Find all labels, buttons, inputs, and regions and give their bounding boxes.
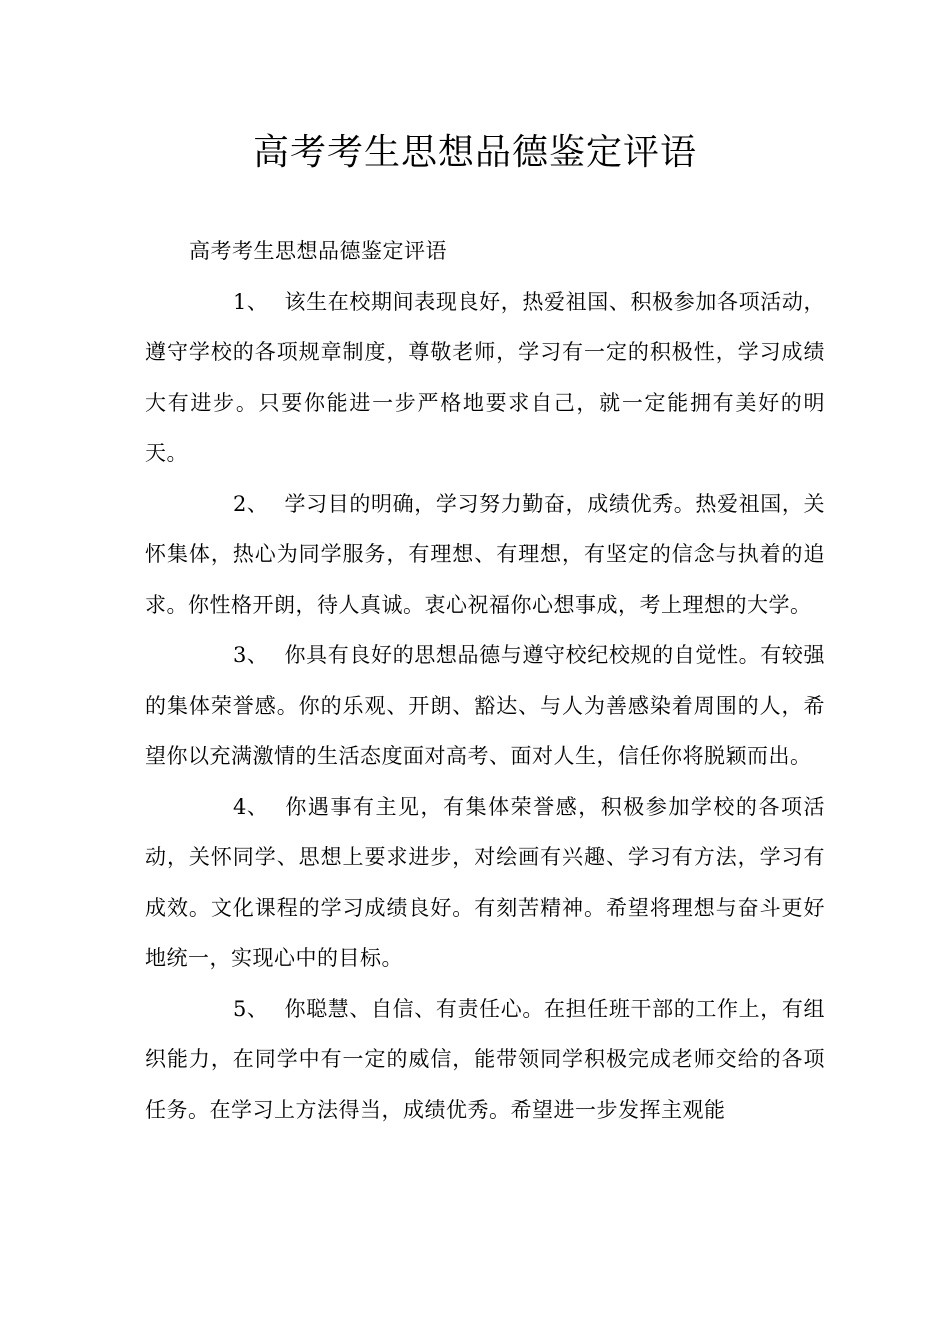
document-body [145, 226, 825, 1135]
item-number: 1、 [233, 289, 269, 314]
item-text: 你聪慧、自信、有责任心。在担任班干部的工作上，有组织能力，在同学中有一定的威信，能带领同学积极完成老师交给的各项任务。在学习上方法得当，成绩优秀。希望进一步发挥主观能 [145, 996, 825, 1122]
item-number: 4、 [233, 794, 269, 819]
comment-item-3 [145, 630, 825, 782]
item-number: 2、 [233, 491, 269, 516]
comment-item-2 [145, 479, 825, 631]
item-text: 学习目的明确，学习努力勤奋，成绩优秀。热爱祖国，关怀集体，热心为同学服务，有理想、有理想，有坚定的信念与执着的追求。你性格开朗，待人真诚。衷心祝福你心想事成，考上理想的大学。 [145, 491, 825, 617]
item-text: 你遇事有主见，有集体荣誉感，积极参加学校的各项活动，关怀同学、思想上要求进步，对绘画有兴趣、学习有方法，学习有成效。文化课程的学习成绩良好。有刻苦精神。希望将理想与奋斗更好地统一，实现心中的目标。 [145, 794, 825, 970]
item-number: 5、 [233, 996, 269, 1021]
item-text: 该生在校期间表现良好，热爱祖国、积极参加各项活动，遵守学校的各项规章制度，尊敬老师，学习有一定的积极性，学习成绩大有进步。只要你能进一步严格地要求自己，就一定能拥有美好的明天。 [145, 289, 825, 465]
comment-item-1 [145, 277, 825, 479]
document-subtitle: 高考考生思想品德鉴定评语 [189, 239, 447, 263]
document-title: 高考考生思想品德鉴定评语 [252, 132, 697, 173]
item-text: 你具有良好的思想品德与遵守校纪校规的自觉性。有较强的集体荣誉感。你的乐观、开朗、豁达、与人为善感染着周围的人，希望你以充满激情的生活态度面对高考、面对人生，信任你将脱颖而出。 [145, 643, 825, 768]
item-number: 3、 [233, 643, 269, 667]
comment-item-4 [145, 782, 825, 984]
comment-item-5 [145, 984, 825, 1136]
